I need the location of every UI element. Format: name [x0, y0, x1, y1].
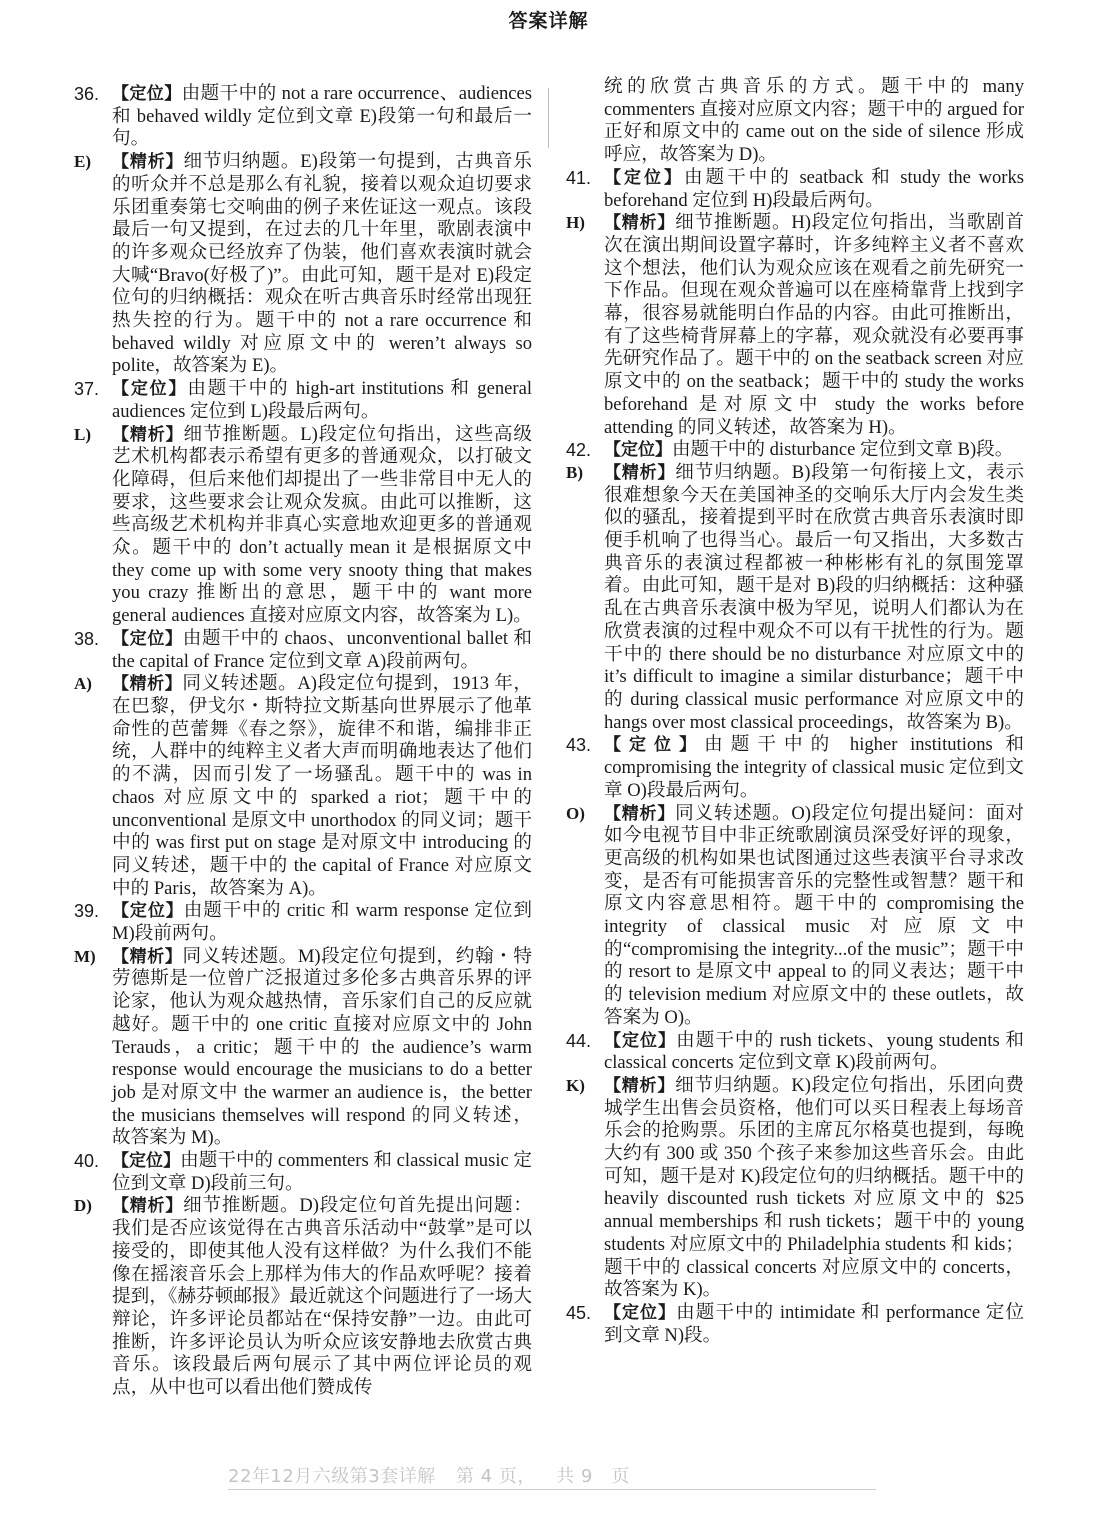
section-tag: 【定位】: [112, 1151, 181, 1172]
locate-entry: [566, 1302, 1024, 1347]
locate-entry: [566, 439, 1024, 462]
question-number: 38.: [74, 628, 100, 649]
question-number: 45.: [566, 1302, 592, 1323]
entry-text: 细节推断题。L)段定位句指出，这些高级艺术机构都表示希望有更多的普通观众，以打破文化障碍，但后来他们却提出了一些非常目中无人的要求，这些要求会让观众发疯。由此可以推断，这些高级艺术机构并非真心实意地欢迎更多的普通观众。题干中的 don’t actually mean it 是根据原文中 they come up with some very snooty thing that makes you crazy 推断出的意思，题干中的 want more general audiences 直接对应原文内容，故答案为 L)。: [112, 423, 532, 627]
section-tag: 【定位】: [604, 735, 705, 756]
section-tag: 【精析】: [112, 1196, 184, 1217]
answer-letter: H): [566, 213, 585, 233]
analysis-entry: [566, 462, 1024, 734]
section-tag: 【定位】: [604, 440, 672, 461]
section-tag: 【定位】: [112, 84, 182, 104]
entry-text: 统的欣赏古典音乐的方式。题干中的 many commenters 直接对应原文内容；题干中的 argued for 正好和原文中的 came out on the side of silence 形成呼应，故答案为 D)。: [604, 76, 1024, 166]
entry-text: 细节归纳题。E)段第一句提到，古典音乐的听众并不总是那么有礼貌，接着以观众迫切要求乐团重奏第七交响曲的例子来佐证这一观点。该段最后一句又提到，在过去的几十年里，歌剧表演中的许多观众已经放弃了伪装，他们喜欢表演时就会大喊“Bravo(好极了)”。由此可知，题干是对 E)段定位句的归纳概括：观众在听古典音乐时经常出现狂热失控的行为。题干中的 not a rare occurrence 和 behaved wildly 对应原文中的 weren’t always so polite，故答案为 E)。: [112, 151, 532, 377]
section-tag: 【精析】: [112, 946, 183, 967]
locate-entry: [566, 167, 1024, 212]
locate-entry: [74, 83, 532, 151]
entry-text: 细节推断题。H)段定位句指出，当歌剧首次在演出期间设置字幕时，许多纯粹主义者不喜欢这个想法，他们认为观众应该在观看之前先研究一下作品。但现在观众普遍可以在座椅靠背上找到字幕，很容易就能明白作品的内容。由此可推断出，有了这些椅背屏幕上的字幕，观众就没有必要再事先研究作品了。题干中的 on the seatback screen 对应原文中的 on the seatback；题干中的 study the works beforehand 是对原文中 study the works before attending 的同义转述，故答案为 H)。: [604, 212, 1025, 438]
section-tag: 【定位】: [112, 901, 184, 922]
analysis-entry: [566, 1075, 1024, 1302]
locate-entry: [566, 1030, 1024, 1075]
answer-letter: A): [74, 674, 92, 694]
question-number: 44.: [566, 1030, 592, 1051]
section-tag: 【精析】: [604, 213, 676, 234]
entry-text: 由题干中的 not a rare occurrence、audiences 和 behaved wildly 定位到文章 E)段第一句和最后一句。: [112, 83, 532, 150]
entry-text: 细节推断题。D)段定位句首先提出问题：我们是否应该觉得在古典音乐活动中“鼓掌”是可以接受的，即使其他人没有这样做？为什么我们不能像在摇滚音乐会上那样为伟大的作品欢呼呢？接着提到，《赫芬顿邮报》最近就这个问题进行了一场大辩论，许多评论员都站在“保持安静”一边。由此可推断，许多评论员认为听众应该安静地去欣赏古典音乐。该段最后两句展示了其中两位评论员的观点，从中也可以看出他们赞成传: [112, 1195, 533, 1399]
question-number: 40.: [74, 1151, 100, 1172]
footer-doc-title: 22年12月六级第3套详解: [228, 1466, 436, 1487]
locate-entry: [74, 1150, 532, 1195]
section-tag: 【精析】: [112, 674, 183, 695]
analysis-entry: [74, 1195, 532, 1399]
analysis-entry: [74, 673, 532, 900]
question-number: 42.: [566, 440, 592, 461]
entry-text: 由题干中的 rush tickets、young students 和 classical concerts 定位到文章 K)段前两句。: [604, 1029, 1025, 1074]
entry-text: 同义转述题。O)段定位句提出疑问：面对如今电视节目中非正统歌剧演员深受好评的现象，更高级的机构如果也试图通过这些表演平台寻求改变，是否有可能损害音乐的完整性或智慧？题干和原文内容意思相符。题干中的 compromising the integrity of classical music 对应原文中的“compromising the integrity...of the music”；题干中的 resort to 是原文中 appeal to 的同义表达；题干中的 television medium 对应原文中的 these outlets，故答案为 O)。: [604, 802, 1025, 1028]
answer-letter: M): [74, 946, 96, 966]
locate-entry: [74, 628, 532, 673]
entry-text: 由题干中的 intimidate 和 performance 定位到文章 N)段。: [604, 1301, 1024, 1346]
entry-text: 由题干中的 seatback 和 study the works beforehand 定位到 H)段最后两句。: [604, 166, 1025, 211]
entry-text: 由题干中的 high-art institutions 和 general audiences 定位到 L)段最后两句。: [112, 378, 533, 422]
entry-text: 同义转述题。M)段定位句提到，约翰・特劳德斯是一位曾广泛报道过多伦多古典音乐界的评论家，他认为观众越热情，音乐家们自己的反应就越好。题干中的 one critic 直接对应原文中的 John Terauds，a critic；题干中的 the audience’s warm response would encourage the musicians to do a better job 是对原文中 the warmer an audience is，the better the musicians themselves will respond 的同义转述，故答案为 M)。: [112, 945, 532, 1149]
analysis-entry: [74, 946, 532, 1150]
section-tag: 【定位】: [604, 1030, 677, 1051]
entry-text: 由题干中的 critic 和 warm response 定位到 M)段前两句。: [112, 900, 533, 945]
section-tag: 【精析】: [112, 424, 184, 445]
column-divider: [548, 88, 549, 148]
answer-letter: K): [566, 1075, 585, 1095]
locate-entry: [74, 378, 532, 423]
page-title: 答案详解: [508, 10, 589, 32]
answer-letter: E): [74, 152, 91, 172]
section-tag: 【定位】: [112, 628, 183, 649]
analysis-entry: [566, 803, 1024, 1030]
question-number: 37.: [74, 379, 100, 400]
entry-text: 由题干中的 disturbance 定位到文章 B)段。: [672, 439, 1014, 461]
section-tag: 【定位】: [112, 379, 188, 400]
section-tag: 【精析】: [604, 462, 676, 483]
question-number: 41.: [566, 167, 592, 188]
entry-text: 同义转述题。A)段定位句提到，1913 年，在巴黎，伊戈尔・斯特拉文斯基向世界展示了他革命性的芭蕾舞《春之祭》，旋律不和谐，编排非正统，人群中的纯粹主义者大声而明确地表达了他们的不满，因而引发了一场骚乱。题干中的 was in chaos 对应原文中的 sparked a riot；题干中的 unconventional 是原文中 unorthodox 的同义词；题干中的 was first put on stage 是对原文中 introducing 的同义转述，题干中的 the capital of France 对应原文中的 Paris，故答案为 A)。: [112, 673, 532, 899]
analysis-entry: [566, 212, 1024, 439]
section-tag: 【精析】: [112, 152, 184, 173]
section-tag: 【定位】: [604, 1302, 677, 1323]
answer-letter: B): [566, 462, 583, 482]
footer-page-total: 共 9 页: [556, 1466, 630, 1487]
entry-text: 由题干中的 commenters 和 classical music 定位到文章 D)段前三句。: [112, 1150, 532, 1194]
section-tag: 【精析】: [604, 803, 676, 824]
section-tag: 【定位】: [604, 167, 684, 188]
analysis-entry: [566, 76, 1024, 167]
answer-letter: L): [74, 424, 91, 444]
locate-entry: [74, 900, 532, 945]
footer-page-number: 第 4 页，: [456, 1466, 536, 1487]
analysis-entry: [74, 151, 532, 378]
locate-entry: [566, 734, 1024, 802]
section-tag: 【精析】: [604, 1075, 676, 1096]
page-footer: [228, 1462, 876, 1490]
right-column: [566, 76, 1024, 1347]
entry-text: 由题干中的 higher institutions 和 compromising the integrity of classical music 定位到文章 O)段最后两句。: [604, 734, 1024, 801]
analysis-entry: [74, 424, 532, 628]
left-column: [74, 83, 532, 1400]
question-number: 43.: [566, 735, 592, 756]
question-number: 36.: [74, 84, 100, 104]
entry-text: 由题干中的 chaos、unconventional ballet 和 the capital of France 定位到文章 A)段前两句。: [112, 627, 532, 672]
entry-text: 细节归纳题。B)段第一句衔接上文，表示很难想象今天在美国神圣的交响乐大厅内会发生类似的骚乱，接着提到平时在欣赏古典音乐表演时即便手机响了也得当心。最后一句又指出，大多数古典音乐的表演过程都被一种彬彬有礼的氛围笼罩着。由此可知，题干是对 B)段的归纳概括：这种骚乱在古典音乐表演中极为罕见，说明人们都认为在欣赏表演的过程中观众不可以有干扰性的行为。题干中的 there should be no disturbance 对应原文中的 it’s difficult to imagine a similar disturbance；题干中的 during classical music performance 对应原文中的 hangs over most classical proceedings，故答案为 B)。: [604, 461, 1024, 733]
entry-text: 细节归纳题。K)段定位句指出，乐团向费城学生出售会员资格，他们可以买日程表上每场音乐会的抢购票。乐团的主席瓦尔格莫也提到，每晚大约有 300 或 350 个孩子来参加这些音乐会。由此可知，题干是对 K)段定位句的归纳概括。题干中的 heavily discounted rush tickets 对应原文中的 $25 annual memberships 和 rush tickets；题干中的 young students 对应原文中的 Philadelphia students 和 kids；题干中的 classical concerts 对应原文中的 concerts，故答案为 K)。: [604, 1074, 1025, 1301]
answer-letter: D): [74, 1196, 92, 1216]
answer-letter: O): [566, 803, 585, 823]
question-number: 39.: [74, 901, 100, 922]
